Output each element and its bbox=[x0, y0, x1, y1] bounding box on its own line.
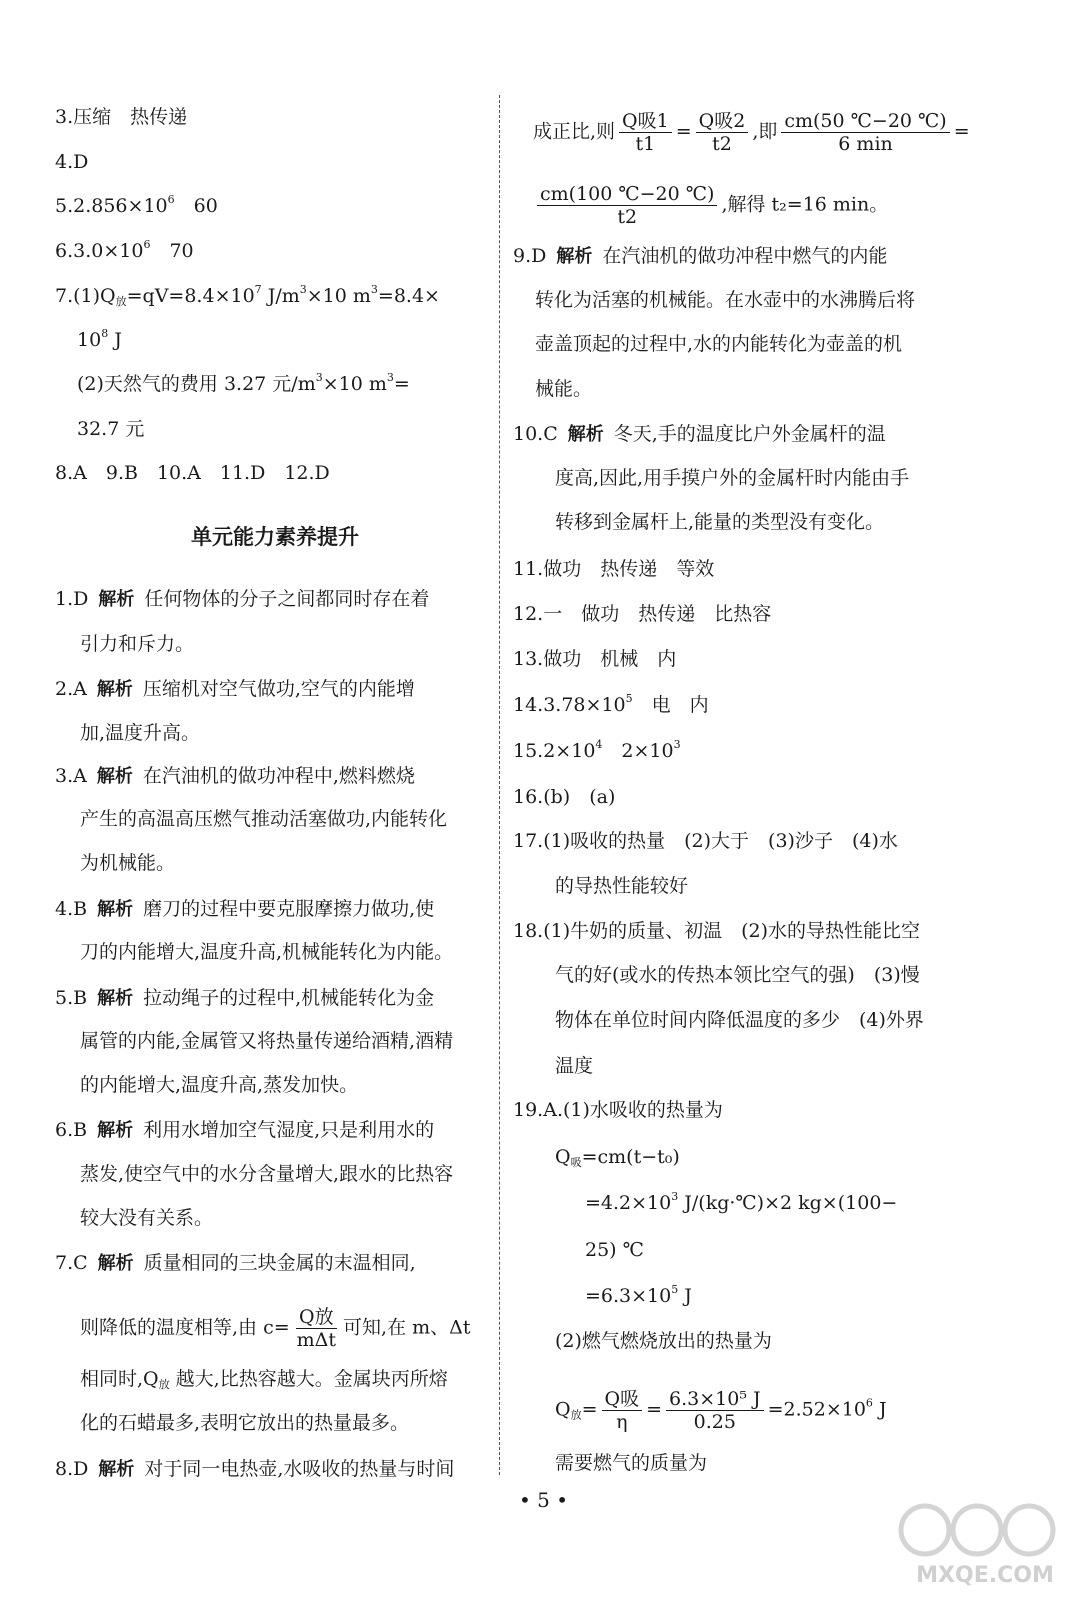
answer-line: 化的石蜡最多,表明它放出的热量最多。 bbox=[80, 1412, 410, 1434]
answer-line: 5.B 解析 拉动绳子的过程中,机械能转化为金 bbox=[55, 987, 435, 1009]
section-heading: 单元能力素养提升 bbox=[191, 525, 359, 549]
answer-line: $=6.3\times 10^5$ J bbox=[585, 1283, 692, 1307]
answer-line: 17.(1)吸收的热量 (2)大于 (3)沙子 (4)水 bbox=[513, 830, 898, 852]
answer-line: 则降低的温度相等,由 c= $\frac{\text{Q放}}{\text{mΔt}}$ 可知,在 m、Δt bbox=[80, 1306, 471, 1351]
answer-line: (2)天然气的费用 3.27 元$/m^3\times 10$ $m^3=$ bbox=[77, 371, 410, 395]
answer-line: $6.3.0\times 10^6$ 70 bbox=[55, 238, 194, 262]
answer-line: 产生的高温高压燃气推动活塞做功,内能转化 bbox=[80, 808, 448, 830]
answer-line: 转化为活塞的机械能。在水壶中的水沸腾后将 bbox=[535, 289, 916, 311]
answer-line: (2)燃气燃烧放出的热量为 bbox=[555, 1330, 772, 1352]
answer-line: 4.B 解析 磨刀的过程中要克服摩擦力做功,使 bbox=[55, 898, 435, 920]
answer-line: 19.A.(1)水吸收的热量为 bbox=[513, 1099, 723, 1121]
answer-line: 的内能增大,温度升高,蒸发加快。 bbox=[80, 1074, 359, 1096]
answer-line: $14.3.78\times 10^5$ 电 内 bbox=[513, 692, 709, 716]
answer-line: 械能。 bbox=[535, 378, 593, 400]
answer-line: 18.(1)牛奶的质量、初温 (2)水的导热性能比空 bbox=[513, 920, 921, 942]
page-number: • 5 • bbox=[518, 1488, 569, 1512]
answer-line: $7.(1)Q_放=qV=8.4\times 10^7$ $J/m^3\times 10$ $m^3=8.4\times$ bbox=[55, 283, 440, 308]
answer-line: $15.2\times 10^4$ $2\times 10^3$ bbox=[513, 738, 681, 762]
answer-line: 32.7 元 bbox=[77, 418, 145, 440]
answer-line: $10^8$ J bbox=[77, 327, 122, 351]
column-divider bbox=[499, 95, 500, 1475]
fraction: $\frac{\text{Q吸1}}{t1}$ bbox=[619, 110, 672, 155]
answer-line: 8.A 9.B 10.A 11.D 12.D bbox=[55, 462, 330, 484]
answer-line: 加,温度升高。 bbox=[80, 722, 201, 744]
answer-line: 物体在单位时间内降低温度的多少 (4)外界 bbox=[555, 1009, 924, 1031]
answer-line: 6.B 解析 利用水增加空气湿度,只是利用水的 bbox=[55, 1119, 435, 1141]
answer-line: 2.A 解析 压缩机对空气做功,空气的内能增 bbox=[55, 678, 415, 700]
answer-line: 7.C 解析 质量相同的三块金属的末温相同, bbox=[55, 1252, 416, 1274]
answer-line: 8.D 解析 对于同一电热壶,水吸收的热量与时间 bbox=[55, 1458, 455, 1480]
answer-line: 属管的内能,金属管又将热量传递给酒精,酒精 bbox=[80, 1030, 454, 1052]
answer-line: 3.A 解析 在汽油机的做功冲程中,燃料燃烧 bbox=[55, 765, 415, 787]
answer-line: $5.2.856\times 10^6$ 60 bbox=[55, 193, 218, 217]
answer-line: 蒸发,使空气中的水分含量增大,跟水的比热容 bbox=[80, 1163, 454, 1185]
fraction: $\frac{cm(100 ℃-20 ℃)}{t2}$ bbox=[537, 183, 717, 228]
answer-line: 13.做功 机械 内 bbox=[513, 648, 677, 670]
answer-line: 10.C 解析 冬天,手的温度比户外金属杆的温 bbox=[513, 423, 886, 445]
fraction: $\frac{\text{Q吸2}}{t2}$ bbox=[696, 110, 749, 155]
fraction: $\frac{\text{6.3×10⁵ J}}{0.25}$ bbox=[666, 1388, 764, 1433]
answer-line: 11.做功 热传递 等效 bbox=[513, 558, 715, 580]
answer-line: 需要燃气的质量为 bbox=[555, 1452, 708, 1474]
answer-line: 相同时$,Q_放$ 越大,比热容越大。金属块丙所熔 bbox=[80, 1368, 448, 1391]
answer-line: $\frac{cm(100 ℃-20 ℃)}{t2}$ ,解得 t₂=16 min。 bbox=[533, 183, 888, 228]
answer-line: 度高,因此,用手摸户外的金属杆时内能由手 bbox=[555, 467, 910, 489]
answer-line: 转移到金属杆上,能量的类型没有变化。 bbox=[555, 511, 885, 533]
answer-line: 16.(b) (a) bbox=[513, 786, 616, 808]
answer-line: 气的好(或水的传热本领比空气的强) (3)慢 bbox=[555, 964, 920, 986]
answer-line: 壶盖顶起的过程中,水的内能转化为壶盖的机 bbox=[535, 333, 903, 355]
fraction: $\frac{\text{Q吸}}{\eta}$ bbox=[602, 1388, 643, 1433]
answer-line: 成正比,则 $\frac{\text{Q吸1}}{t1}$ = $\frac{\text{Q吸2}}{t2}$ ,即 $\frac{cm(50 ℃-20 ℃)}{6 \min}$ = bbox=[533, 110, 970, 155]
watermark-logo bbox=[895, 1500, 1075, 1590]
answer-line: 1.D 解析 任何物体的分子之间都同时存在着 bbox=[55, 588, 430, 610]
fraction: $\frac{\text{Q放}}{\text{mΔt}}$ bbox=[296, 1306, 337, 1351]
answer-line: 25) ℃ bbox=[585, 1239, 644, 1261]
answer-line: 3.压缩 热传递 bbox=[55, 106, 188, 128]
answer-line: 9.D 解析 在汽油机的做功冲程中燃气的内能 bbox=[513, 245, 888, 267]
answer-line: 为机械能。 bbox=[80, 852, 176, 874]
answer-line: $Q_放=$ $\frac{\text{Q吸}}{\eta}$ = $\frac{\text{6.3×10⁵ J}}{0.25}$ $=2.52\times 10^6$ J bbox=[555, 1388, 887, 1433]
answer-line: $Q_吸=cm(t-t_0)$ bbox=[555, 1146, 680, 1169]
answer-line: 温度 bbox=[555, 1055, 594, 1077]
answer-line: 4.D bbox=[55, 151, 89, 173]
answer-line: 较大没有关系。 bbox=[80, 1207, 214, 1229]
answer-line: 的导热性能较好 bbox=[555, 875, 689, 897]
fraction: $\frac{cm(50 ℃-20 ℃)}{6 \min}$ bbox=[781, 110, 949, 155]
answer-line: 12.一 做功 热传递 比热容 bbox=[513, 603, 772, 625]
answer-line: 刀的内能增大,温度升高,机械能转化为内能。 bbox=[80, 941, 454, 963]
answer-line: 引力和斥力。 bbox=[80, 633, 195, 655]
answer-line: $=4.2\times 10^3$ J/(kg·℃)×2 kg×(100− bbox=[585, 1190, 898, 1214]
watermark-text: MXQE.COM bbox=[916, 1563, 1054, 1588]
